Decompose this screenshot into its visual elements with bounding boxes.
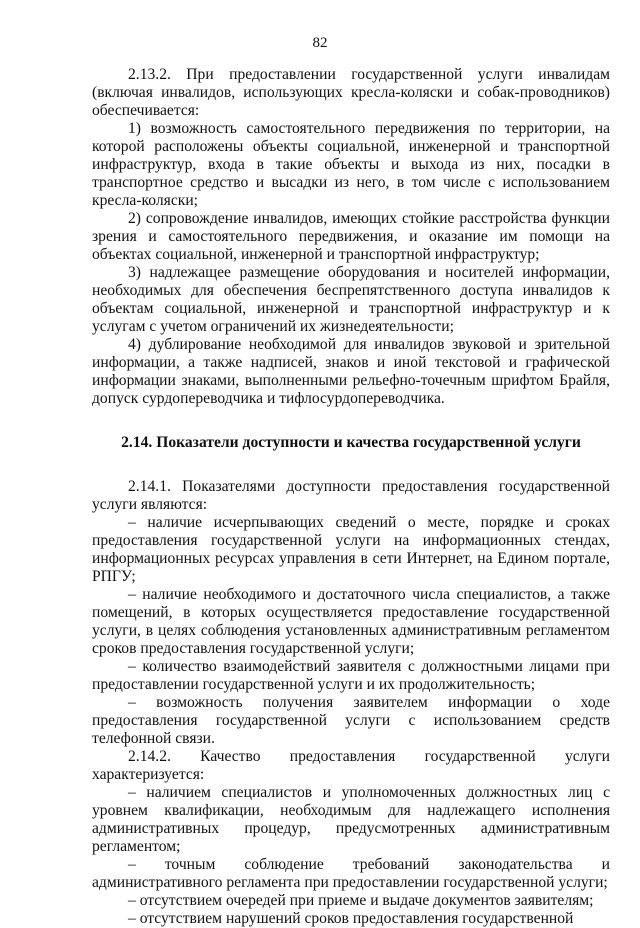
quality-item-3: – отсутствием очередей при приеме и выдаче документов заявителям; [128,892,594,909]
list-item-2-13-2-4: 4) дублирование необходимой для инвалидов звуковой и зрительной информации, а также надписей, знаков и иной текстовой и графической информации знаками, выполненными рельефно-точечным шрифтом Брайля, допуск сурдопереводчика и тифлосурдопереводчика. [92,336,610,407]
availability-item-1: – наличие исчерпывающих сведений о месте, порядке и сроках предоставления государственной услуги на информационных стендах, информационных ресурсах управления в сети Интернет, на Едином портале, РПГУ; [92,514,610,585]
list-item-2-13-2-3: 3) надлежащее размещение оборудования и носителей информации, необходимых для обеспечения беспрепятственного доступа инвалидов к объектам социальной, инженерной и транспортной инфраструктур и к услугам с учетом ограничений их жизнедеятельности; [92,264,610,335]
availability-item-2: – наличие необходимого и достаточного числа специалистов, а также помещений, в которых осуществляется предоставление государственной услуги, в целях соблюдения установленных административным регламентом сроков предоставления государственной услуги; [92,586,610,657]
quality-item-1: – наличием специалистов и уполномоченных должностных лиц с уровнем квалификации, необходимым для надлежащего исполнения административных процедур, предусмотренных административным регламентом; [92,784,610,855]
list-item-2-13-2-1: 1) возможность самостоятельного передвижения по территории, на которой расположены объекты социальной, инженерной и транспортной инфраструктур, входа в такие объекты и выхода из них, посадки в транспортное средство и высадки из него, в том числе с использованием кресла-коляски; [92,120,610,209]
paragraph-2-14-2: 2.14.2. Качество предоставления государственной услуги характеризуется: [92,748,610,783]
paragraph-2-13-2-intro: 2.13.2. При предоставлении государственной услуги инвалидам (включая инвалидов, использующих кресла-коляски и собак-проводников) обеспечивается: [92,66,610,119]
quality-item-4: – отсутствием нарушений сроков предоставления государственной [128,910,574,927]
availability-item-4: – возможность получения заявителем информации о ходе предоставления государственной услуги с использованием средств телефонной связи. [92,694,610,747]
list-item-2-13-2-2: 2) сопровождение инвалидов, имеющих стойкие расстройства функции зрения и самостоятельного передвижения, и оказание им помощи на объектах социальной, инженерной и транспортной инфраструктур; [92,210,610,263]
page-number: 82 [312,35,328,51]
section-heading-2-14: 2.14. Показатели доступности и качества государственной услуги [121,434,581,451]
availability-item-3: – количество взаимодействий заявителя с должностными лицами при предоставлении государственной услуги и их продолжительность; [92,658,610,693]
quality-item-2: – точным соблюдение требований законодательства и административного регламента при предоставлении государственной услуги; [92,856,610,891]
page-content [92,66,610,928]
paragraph-2-14-1: 2.14.1. Показателями доступности предоставления государственной услуги являются: [92,478,610,513]
